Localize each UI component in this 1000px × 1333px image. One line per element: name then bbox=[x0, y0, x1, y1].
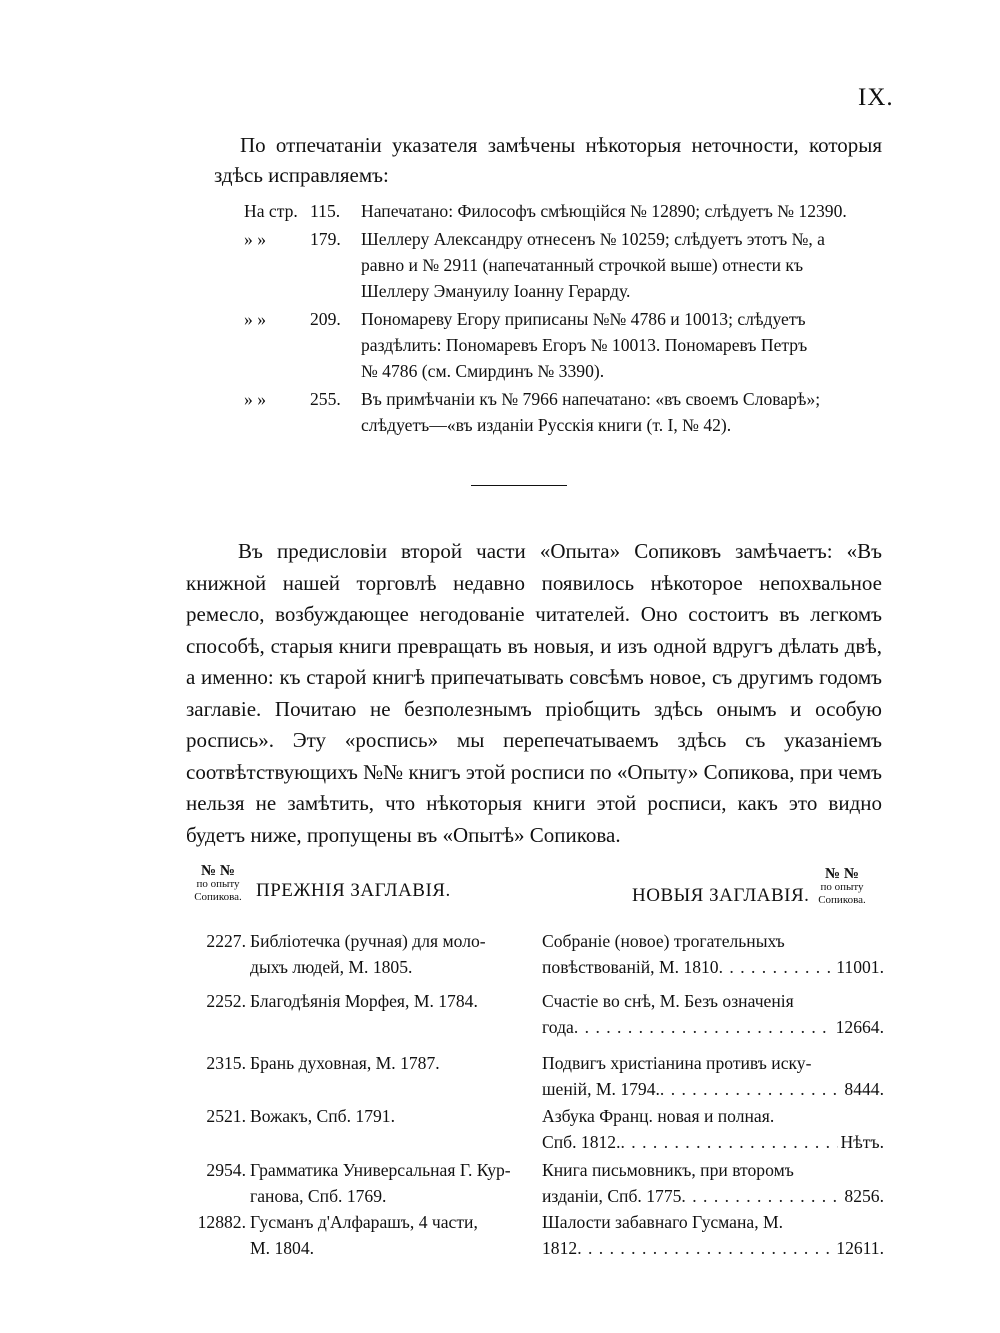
leader-dots bbox=[719, 954, 834, 980]
right-number-header-line: № № bbox=[825, 866, 859, 882]
new-title-line: Азбука Франц. новая и полная. bbox=[542, 1106, 775, 1126]
new-number: 12611. bbox=[836, 1238, 884, 1258]
table-row bbox=[184, 1209, 884, 1265]
errata-prefix: » » bbox=[244, 309, 266, 329]
errata-line: Въ примѣчаніи къ № 7966 напечатано: «въ своемъ Словарѣ»; bbox=[361, 389, 821, 409]
errata-item bbox=[244, 306, 884, 384]
old-title-line: Грамматика Универсальная Г. Кур- bbox=[250, 1160, 511, 1180]
new-title-line: Книга письмовникъ, при второмъ bbox=[542, 1160, 794, 1180]
old-title-line: Благодѣянія Морфея, М. 1784. bbox=[250, 991, 478, 1011]
errata-intro-text: По отпечатаніи указателя замѣчены нѣкоторыя неточности, которыя здѣсь исправляемъ: bbox=[214, 133, 882, 187]
leader-dots bbox=[681, 1183, 841, 1209]
new-title-line: повѣствованій, М. 1810 bbox=[542, 957, 719, 977]
errata-prefix: » » bbox=[244, 389, 266, 409]
right-number-header-line: Сопикова. bbox=[818, 894, 866, 906]
preface-text: Въ предисловіи второй части «Опыта» Сопиковъ замѣчаетъ: «Въ книжной нашей торговлѣ недавно появилось нѣкоторое непохвальное ремесло, возбуждающее негодованіе читателей. Оно состоитъ въ легкомъ способѣ, старыя книги превращать въ новыя, и изъ одной вдругъ дѣлать двѣ, а именно: къ старой книгѣ припечатывать совсѣмъ новое, съ другимъ годомъ заглавіе. Почитаю не безполезнымъ пріобщить здѣсь онымъ и особую роспись». Эту «роспись» мы перепечатываемъ здѣсь съ указаніемъ соотвѣтствующихъ №№ книгъ этой росписи по «Опыту» Сопикова, при чемъ нельзя не замѣтить, что нѣкоторыя книги этой росписи, какъ это видно будетъ ниже, пропущены въ «Опытѣ» Сопикова. bbox=[186, 539, 882, 847]
preface-paragraph bbox=[186, 536, 882, 851]
left-number-header bbox=[186, 865, 250, 904]
old-number: 2252. bbox=[206, 991, 246, 1011]
errata-item bbox=[244, 226, 884, 304]
leader-dots bbox=[574, 1014, 833, 1040]
old-title-line: Библіотечка (ручная) для моло- bbox=[250, 931, 486, 951]
leader-dots bbox=[577, 1235, 833, 1261]
leader-dots bbox=[621, 1129, 838, 1155]
errata-line: № 4786 (см. Смирдинъ № 3390). bbox=[361, 361, 605, 381]
left-number-header-line: Сопикова. bbox=[194, 891, 242, 903]
new-number: 11001. bbox=[836, 957, 884, 977]
errata-line: Шеллеру Эмануилу Іоанну Герарду. bbox=[361, 281, 631, 301]
errata-intro bbox=[214, 130, 882, 190]
old-number: 2521. bbox=[206, 1106, 246, 1126]
errata-line: равно и № 2911 (напечатанный строчкой выше) отнести къ bbox=[361, 255, 804, 275]
errata-page: 115. bbox=[310, 201, 341, 221]
errata-line: Шеллеру Александру отнесенъ № 10259; слѣдуетъ этотъ №, а bbox=[361, 229, 825, 249]
left-number-header-line: № № bbox=[201, 863, 235, 879]
old-titles-header: ПРЕЖНІЯ ЗАГЛАВІЯ. bbox=[256, 880, 451, 901]
new-number: 8444. bbox=[844, 1079, 884, 1099]
new-title-line: 1812 bbox=[542, 1238, 578, 1258]
new-title-line: Подвигъ христіанина противъ иску- bbox=[542, 1053, 812, 1073]
errata-page: 255. bbox=[310, 389, 341, 409]
new-titles-header: НОВЫЯ ЗАГЛАВІЯ. bbox=[632, 885, 810, 906]
errata-item bbox=[244, 386, 884, 438]
new-number: 12664. bbox=[835, 1017, 884, 1037]
old-number: 12882. bbox=[197, 1212, 246, 1232]
old-title-line: дыхъ людей, М. 1805. bbox=[250, 957, 413, 977]
new-title-line: Счастіе во снѣ, М. Безъ означенія bbox=[542, 991, 794, 1011]
table-row bbox=[184, 1103, 884, 1157]
old-title-line: Гусманъ д'Алфарашъ, 4 части, bbox=[250, 1212, 478, 1232]
old-title-line: М. 1804. bbox=[250, 1238, 315, 1258]
errata-item bbox=[244, 198, 884, 224]
errata-prefix: На стр. bbox=[244, 201, 298, 221]
leader-dots bbox=[660, 1076, 842, 1102]
new-title-line: изданіи, Спб. 1775 bbox=[542, 1186, 682, 1206]
old-title-line: Вожакъ, Спб. 1791. bbox=[250, 1106, 395, 1126]
new-number: Нѣтъ. bbox=[840, 1132, 884, 1152]
old-title-line: Брань духовная, М. 1787. bbox=[250, 1053, 440, 1073]
errata-line: слѣдуетъ—«въ изданіи Русскія книги (т. I, № 42). bbox=[361, 415, 732, 435]
new-title-line: Спб. 1812. bbox=[542, 1132, 621, 1152]
new-number: 8256. bbox=[844, 1186, 884, 1206]
new-title-line: Собраніе (новое) трогательныхъ bbox=[542, 931, 785, 951]
new-title-line: шеній, М. 1794. bbox=[542, 1079, 660, 1099]
errata-line: раздѣлить: Пономаревъ Егоръ № 10013. Пономаревъ Петръ bbox=[361, 335, 808, 355]
table-row bbox=[184, 988, 884, 1050]
right-number-header bbox=[806, 868, 878, 907]
new-title-line: Шалости забавнаго Гусмана, М. bbox=[542, 1212, 784, 1232]
page-number: IX. bbox=[858, 84, 894, 111]
errata-page: 209. bbox=[310, 309, 341, 329]
errata-line: Пономареву Егору приписаны №№ 4786 и 10013; слѣдуетъ bbox=[361, 309, 806, 329]
new-title-line: года bbox=[542, 1017, 574, 1037]
errata-line: Напечатано: Философъ смѣющійся № 12890; слѣдуетъ № 12390. bbox=[361, 201, 847, 221]
errata-list bbox=[244, 198, 884, 440]
left-number-header-line: по опыту bbox=[196, 878, 240, 890]
title-comparison-table bbox=[184, 928, 884, 1265]
table-row bbox=[184, 1157, 884, 1209]
old-title-line: ганова, Спб. 1769. bbox=[250, 1186, 387, 1206]
right-number-header-line: по опыту bbox=[820, 881, 864, 893]
table-row bbox=[184, 1050, 884, 1103]
section-divider bbox=[471, 485, 567, 486]
errata-page: 179. bbox=[310, 229, 341, 249]
errata-prefix: » » bbox=[244, 229, 266, 249]
old-number: 2227. bbox=[206, 931, 246, 951]
old-number: 2954. bbox=[206, 1160, 246, 1180]
old-number: 2315. bbox=[206, 1053, 246, 1073]
table-row bbox=[184, 928, 884, 988]
